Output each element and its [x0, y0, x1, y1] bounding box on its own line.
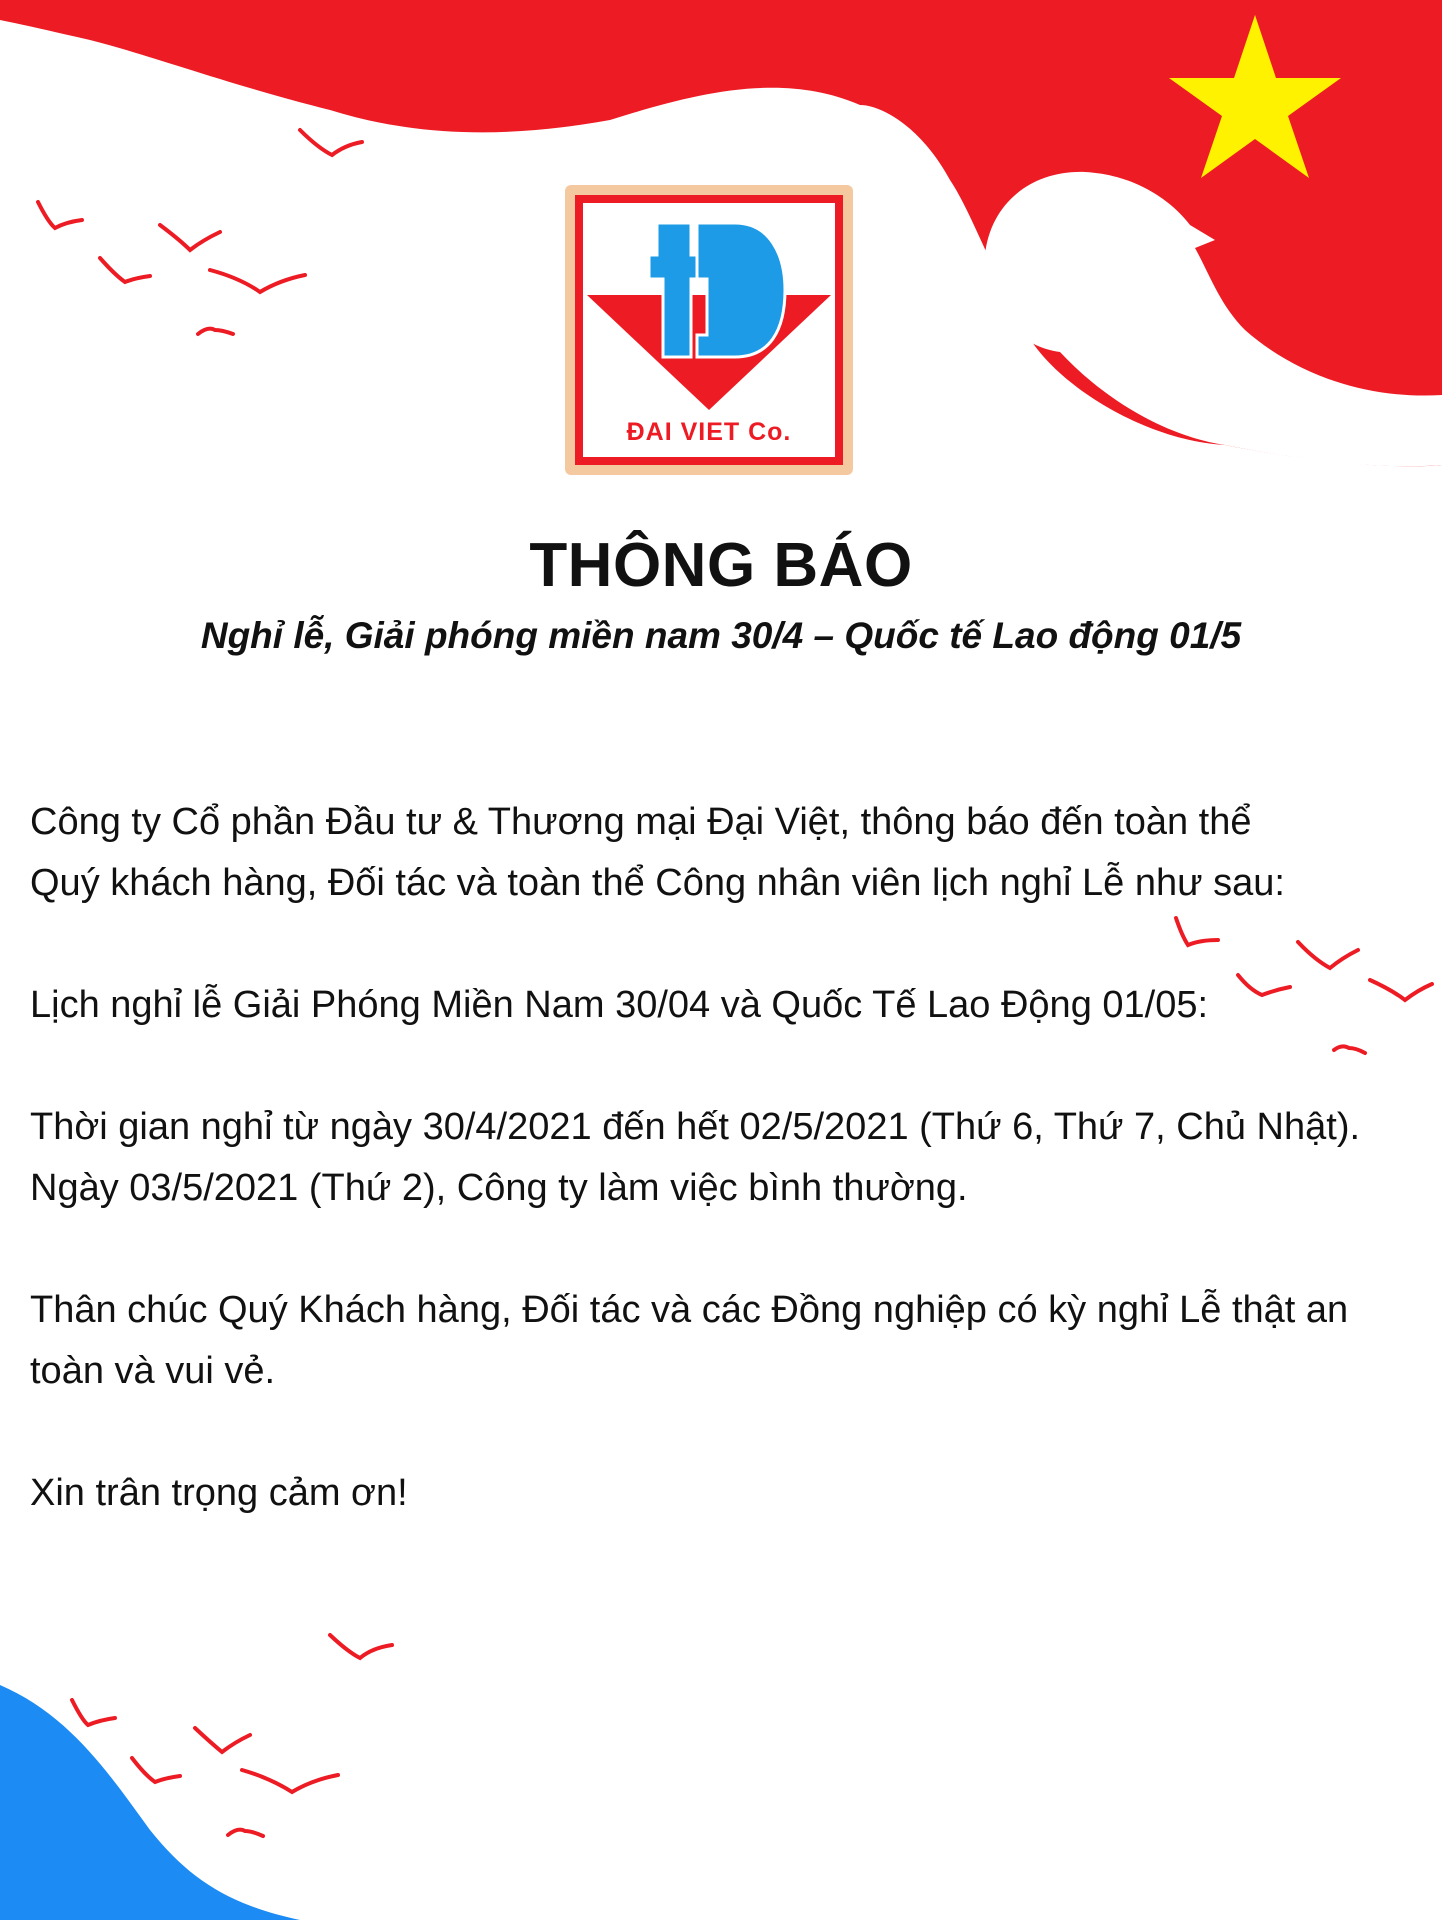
bird-icon: [330, 1635, 392, 1658]
bird-icon: [210, 270, 305, 292]
bird-icon: [1176, 918, 1218, 945]
bird-icon: [300, 130, 362, 155]
notice-subtitle: Nghỉ lễ, Giải phóng miền nam 30/4 – Quốc tế Lao động 01/5: [200, 615, 1242, 656]
paragraph-line: Quý khách hàng, Đối tác và toàn thể Công nhân viên lịch nghỉ Lễ như sau:: [30, 862, 1285, 904]
bird-icon: [132, 1758, 180, 1782]
bird-icon: [100, 258, 150, 282]
paragraph-thanks: [30, 1463, 1410, 1524]
paragraph-line: Công ty Cổ phần Đầu tư & Thương mại Đại Việt, thông báo đến toàn thể: [30, 801, 1252, 843]
paragraph-schedule-details: [30, 1097, 1410, 1219]
company-logo: [565, 185, 853, 475]
paragraph-line: Lịch nghỉ lễ Giải Phóng Miền Nam 30/04 và Quốc Tế Lao Động 01/05:: [30, 984, 1209, 1026]
bird-icon: [228, 1830, 263, 1836]
paragraph-schedule-heading: [30, 975, 1410, 1036]
paragraph-line: Thời gian nghỉ từ ngày 30/4/2021 đến hết 02/5/2021 (Thứ 6, Thứ 7, Chủ Nhật).: [30, 1106, 1361, 1148]
bird-icon: [38, 202, 82, 228]
logo-brand-text: ĐAI VIET Co.: [626, 418, 792, 446]
bird-icon: [1298, 942, 1358, 968]
bird-icon: [160, 225, 220, 250]
paragraph-line: Xin trân trọng cảm ơn!: [30, 1472, 408, 1514]
bird-icon: [195, 1728, 250, 1752]
paragraph-line: Ngày 03/5/2021 (Thứ 2), Công ty làm việc bình thường.: [30, 1167, 968, 1209]
paragraph-line: toàn và vui vẻ.: [30, 1350, 276, 1392]
paragraph-line: Thân chúc Quý Khách hàng, Đối tác và các Đồng nghiệp có kỳ nghỉ Lễ thật an: [30, 1289, 1349, 1331]
notice-title: THÔNG BÁO: [529, 531, 913, 600]
bird-icon: [1334, 1046, 1365, 1053]
bird-icon: [242, 1770, 338, 1792]
dove-eye-icon: [1207, 207, 1227, 227]
paragraph-intro: [30, 792, 1410, 914]
bird-flock-top-left: [38, 130, 362, 334]
blue-wave: [0, 1685, 300, 1920]
bird-icon: [198, 329, 233, 334]
bird-icon: [72, 1700, 115, 1725]
paragraph-wishes: [30, 1280, 1410, 1402]
